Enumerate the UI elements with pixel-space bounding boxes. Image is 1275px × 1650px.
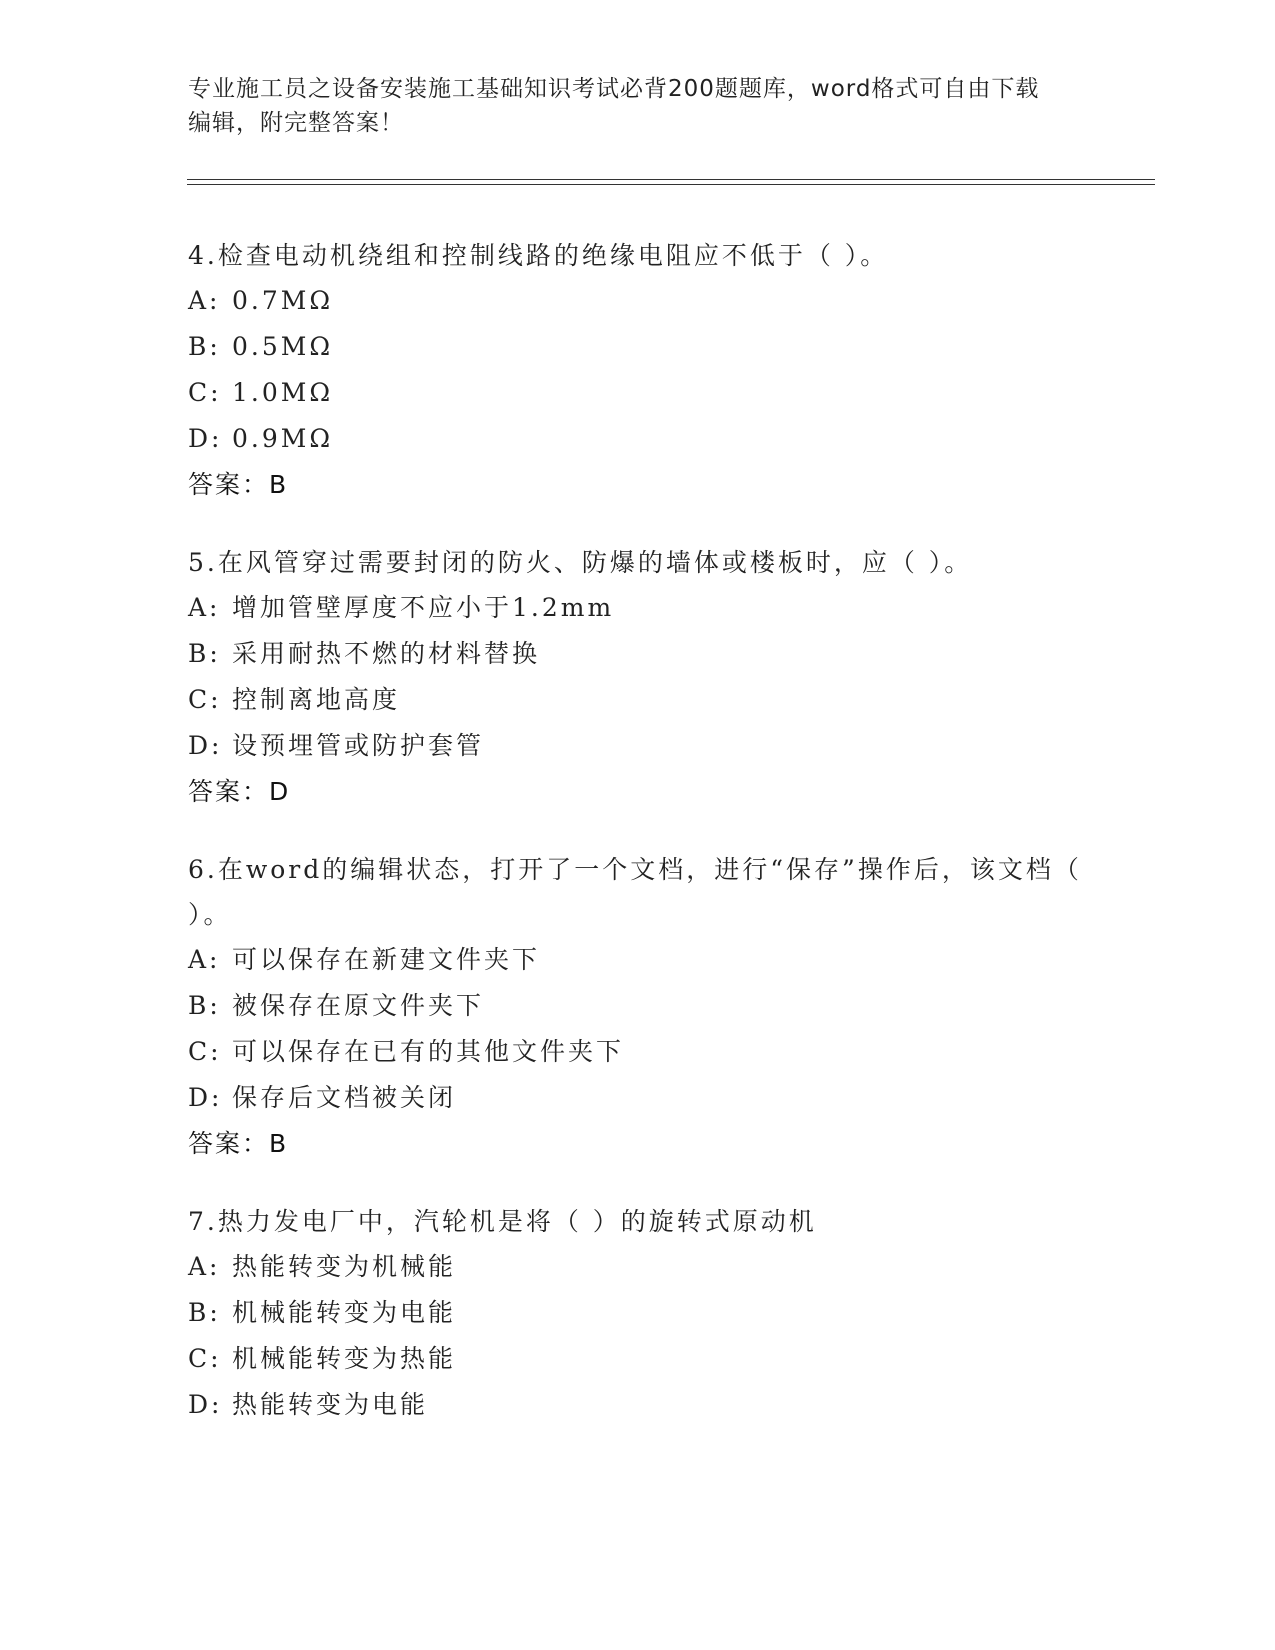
option-c <box>188 1029 1088 1075</box>
option-d <box>188 723 1088 769</box>
option-key: D: <box>188 731 223 760</box>
option-key: D: <box>188 1390 223 1419</box>
option-d <box>188 1382 1088 1428</box>
question-stem: 6.在word的编辑状态，打开了一个文档，进行“保存”操作后，该文档（ ）。 <box>188 855 1082 929</box>
header-divider-bottom <box>187 184 1155 185</box>
option-d <box>188 416 1088 462</box>
question-4 <box>188 233 1088 507</box>
option-key: A: <box>188 945 221 974</box>
option-text: 0.7MΩ <box>232 286 334 315</box>
option-key: C: <box>188 1344 222 1373</box>
answer-line: 答案：B <box>188 470 289 499</box>
option-key: C: <box>188 1037 222 1066</box>
option-key: C: <box>188 378 222 407</box>
option-key: B: <box>188 991 221 1020</box>
header-divider-top <box>187 179 1155 180</box>
question-stem: 4.检查电动机绕组和控制线路的绝缘电阻应不低于（ ）。 <box>188 241 889 270</box>
option-text: 机械能转变为电能 <box>232 1298 457 1327</box>
option-text: 可以保存在新建文件夹下 <box>232 945 541 974</box>
option-b <box>188 983 1088 1029</box>
question-5 <box>188 540 1088 814</box>
option-text: 设预埋管或防护套管 <box>232 731 485 760</box>
option-key: B: <box>188 332 221 361</box>
option-text: 控制离地高度 <box>232 685 401 714</box>
document-header <box>188 72 1088 140</box>
option-text: 热能转变为电能 <box>232 1390 429 1419</box>
option-c <box>188 677 1088 723</box>
option-c <box>188 1336 1088 1382</box>
option-a <box>188 278 1088 324</box>
header-line-2: 编辑，附完整答案！ <box>188 110 404 136</box>
option-text: 机械能转变为热能 <box>232 1344 457 1373</box>
question-7 <box>188 1199 1088 1428</box>
option-text: 0.9MΩ <box>232 424 334 453</box>
option-text: 采用耐热不燃的材料替换 <box>232 639 541 668</box>
option-text: 热能转变为机械能 <box>232 1252 457 1281</box>
option-key: D: <box>188 1083 223 1112</box>
option-b <box>188 1290 1088 1336</box>
option-c <box>188 370 1088 416</box>
option-key: A: <box>188 593 221 622</box>
option-d <box>188 1075 1088 1121</box>
option-a <box>188 585 1088 631</box>
option-b <box>188 631 1088 677</box>
question-6 <box>188 847 1088 1166</box>
option-key: B: <box>188 639 221 668</box>
option-text: 可以保存在已有的其他文件夹下 <box>232 1037 625 1066</box>
option-key: A: <box>188 1252 221 1281</box>
option-text: 1.0MΩ <box>232 378 334 407</box>
option-key: A: <box>188 286 221 315</box>
question-stem: 7.热力发电厂中，汽轮机是将（ ）的旋转式原动机 <box>188 1207 817 1236</box>
option-a <box>188 1244 1088 1290</box>
option-a <box>188 937 1088 983</box>
option-text: 增加管壁厚度不应小于1.2mm <box>232 593 615 622</box>
option-text: 保存后文档被关闭 <box>232 1083 457 1112</box>
option-key: C: <box>188 685 222 714</box>
answer-line: 答案：D <box>188 777 291 806</box>
question-list <box>188 233 1088 1461</box>
option-key: B: <box>188 1298 221 1327</box>
option-text: 被保存在原文件夹下 <box>232 991 485 1020</box>
header-line-1: 专业施工员之设备安装施工基础知识考试必背200题题库，word格式可自由下载 <box>188 76 1040 102</box>
option-b <box>188 324 1088 370</box>
question-stem: 5.在风管穿过需要封闭的防火、防爆的墙体或楼板时，应（ ）。 <box>188 548 973 577</box>
option-text: 0.5MΩ <box>232 332 334 361</box>
option-key: D: <box>188 424 223 453</box>
answer-line: 答案：B <box>188 1129 289 1158</box>
